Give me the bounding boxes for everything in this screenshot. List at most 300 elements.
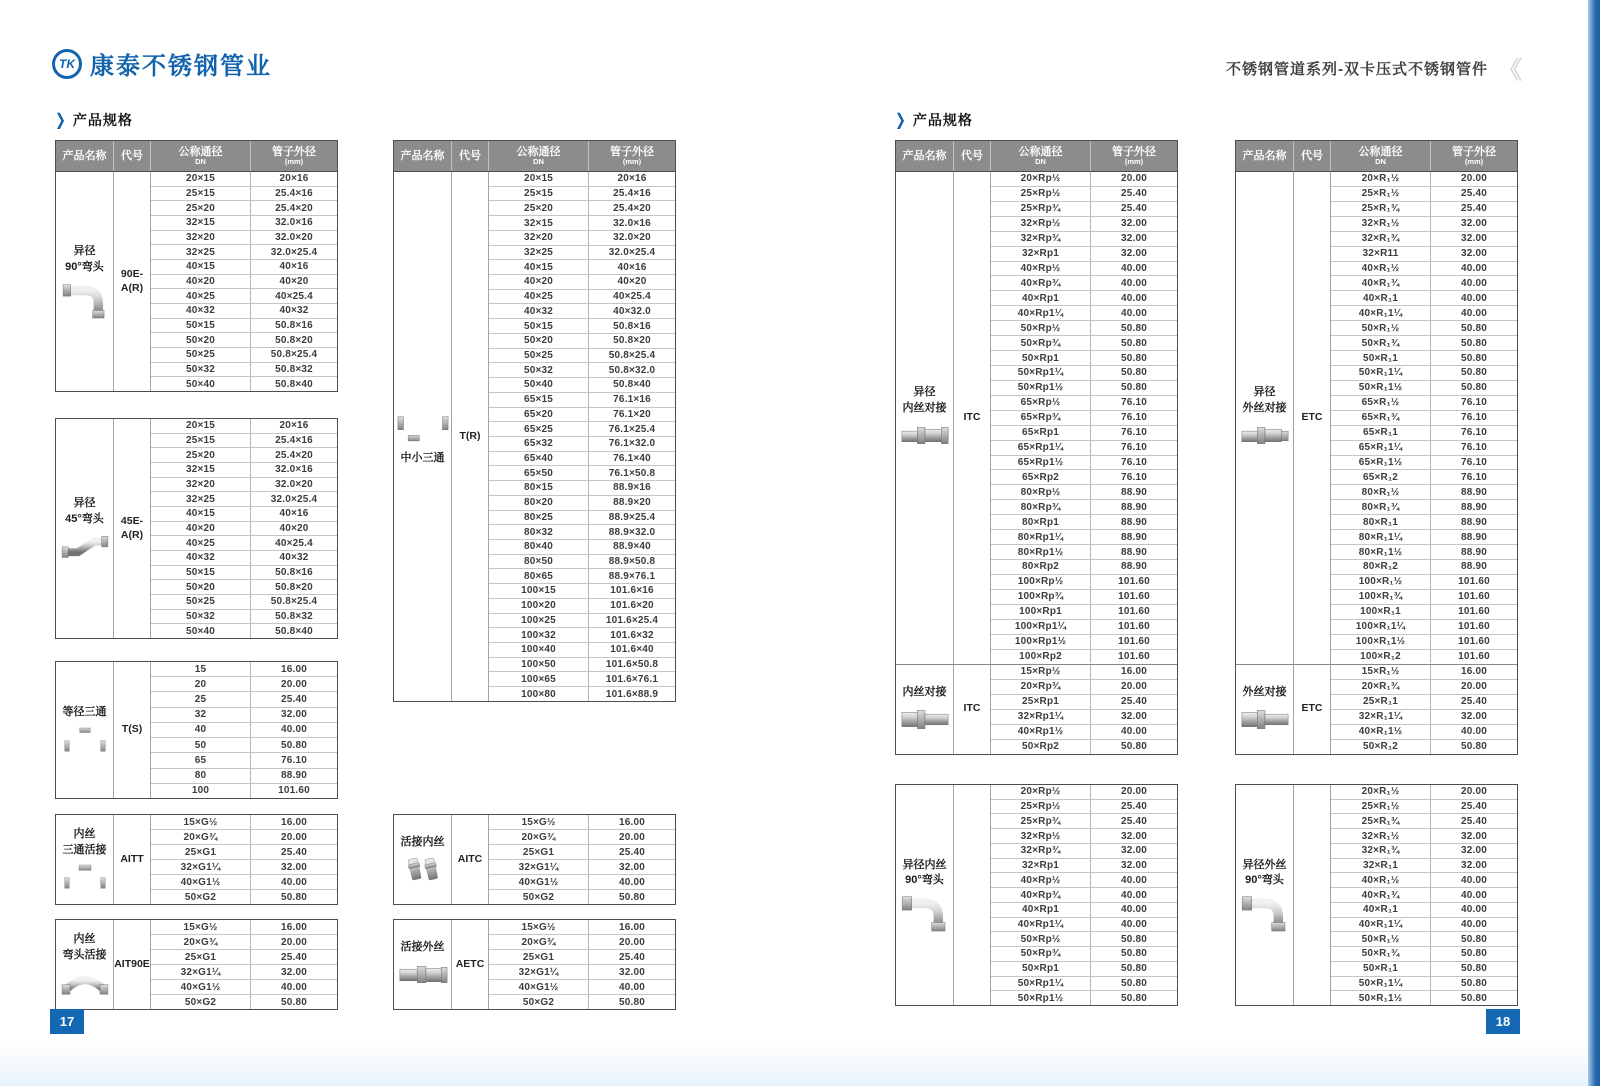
dn-cell: 50×R₁1: [1331, 962, 1431, 976]
dn-cell: 32×Rp½: [991, 217, 1091, 231]
product-name-cell: 内丝 三通活接: [56, 815, 114, 904]
od-cell: 20.00: [280, 831, 308, 843]
product-name-cell: 异径 内丝对接: [896, 172, 954, 664]
dn-cell: 32×Rp1: [991, 247, 1091, 261]
od-cell: 40.00: [280, 981, 308, 993]
od-cell: 50.8×40: [275, 625, 313, 637]
product-name-cell: 异径 90°弯头: [56, 172, 114, 391]
dn-cell: 50×G2: [489, 995, 589, 1009]
table-row: [1331, 247, 1517, 262]
table-row: [991, 575, 1177, 590]
table-row: [991, 620, 1177, 635]
dn-cell: 40×Rp½: [991, 262, 1091, 276]
od-cell: 40.00: [1460, 726, 1488, 738]
dn-cell: 100×Rp1: [991, 605, 1091, 619]
dn-cell: 50×G2: [151, 995, 251, 1009]
table-row: [489, 437, 675, 452]
table-row: [991, 977, 1177, 992]
table-row: [991, 932, 1177, 947]
table-row: [489, 216, 675, 231]
od-cell: 101.60: [1118, 650, 1150, 662]
page-title: 不锈钢管道系列-双卡压式不锈钢管件: [1226, 61, 1488, 78]
table-row: [991, 545, 1177, 560]
product-code-cell: AITC: [452, 815, 489, 904]
table-row: [151, 845, 337, 860]
dn-cell: 40×Rp1¼: [991, 306, 1091, 320]
dn-cell: 100×20: [489, 599, 589, 613]
table-row: [991, 351, 1177, 366]
od-cell: 101.60: [1458, 591, 1490, 603]
table-row: [151, 201, 337, 216]
od-cell: 50.80: [1460, 322, 1488, 334]
od-cell: 50.80: [1120, 322, 1148, 334]
product-name-cell: 异径 外丝对接: [1236, 172, 1294, 664]
col-header-product-name: 产品名称: [1236, 141, 1294, 171]
dn-cell: 40×15: [151, 507, 251, 521]
table-row: [151, 551, 337, 566]
od-cell: 25.4×20: [275, 202, 313, 214]
table-row: [489, 378, 675, 393]
col-header-product-name: 产品名称: [394, 141, 452, 171]
table-row: [151, 478, 337, 493]
table-row: [991, 605, 1177, 620]
od-cell: 50.80: [1120, 337, 1148, 349]
od-cell: 50.80: [1460, 337, 1488, 349]
dn-cell: 32×G1¼: [489, 860, 589, 874]
table-row: [991, 903, 1177, 918]
table-row: [151, 172, 337, 187]
dn-cell: 80×40: [489, 540, 589, 554]
dn-cell: 40×R₁½: [1331, 262, 1431, 276]
od-cell: 50.80: [1120, 933, 1148, 945]
dn-cell: 40×R₁1: [1331, 291, 1431, 305]
product-code-cell: ITC: [954, 665, 991, 754]
table-row: [151, 434, 337, 449]
od-cell: 76.10: [1120, 397, 1148, 409]
dn-cell: 25×20: [151, 448, 251, 462]
dn-cell: 50×Rp½: [991, 932, 1091, 946]
dn-cell: 80×R₁1¼: [1331, 530, 1431, 544]
od-cell: 101.6×88.9: [605, 688, 659, 700]
od-cell: 20.00: [1460, 786, 1488, 798]
dn-cell: 40×G1½: [489, 875, 589, 889]
table-row: [991, 991, 1177, 1005]
dn-cell: 65×20: [489, 408, 589, 422]
table-equal-tee: [55, 661, 338, 799]
od-cell: 20.00: [1120, 173, 1148, 185]
table-row: [991, 262, 1177, 277]
od-cell: 32.00: [1120, 845, 1148, 857]
od-cell: 76.1×40: [613, 453, 651, 465]
od-cell: 25.40: [1120, 801, 1148, 813]
od-cell: 88.90: [1460, 561, 1488, 573]
table-row: [151, 677, 337, 692]
section-reducing-male-adapter: [1236, 172, 1517, 664]
od-cell: 40.00: [1460, 874, 1488, 886]
dn-cell: 32×G1¼: [151, 965, 251, 979]
table-row: [1331, 291, 1517, 306]
table-row: [489, 525, 675, 540]
dn-cell: 50×32: [151, 610, 251, 624]
od-cell: 76.10: [1120, 456, 1148, 468]
dn-cell: 65×Rp2: [991, 470, 1091, 484]
spec-rows: [991, 172, 1177, 664]
od-cell: 88.90: [1120, 561, 1148, 573]
dn-cell: 50×R₁¾: [1331, 336, 1431, 350]
od-cell: 76.10: [1460, 412, 1488, 424]
dn-cell: 65×40: [489, 452, 589, 466]
section-male-adapter: [1236, 664, 1517, 754]
table-row: [1331, 859, 1517, 874]
product-name-cell: 内丝 弯头活接: [56, 920, 114, 1009]
table-row: [1331, 515, 1517, 530]
od-cell: 88.90: [1460, 531, 1488, 543]
table-female-tee-union: [55, 814, 338, 905]
od-cell: 50.8×20: [613, 335, 651, 347]
od-cell: 25.40: [1460, 801, 1488, 813]
dn-cell: 25×15: [489, 187, 589, 201]
dn-cell: 50×Rp1¼: [991, 977, 1091, 991]
table-row: [991, 680, 1177, 695]
table-row: [489, 452, 675, 467]
table-row: [1331, 217, 1517, 232]
od-cell: 25.40: [1120, 188, 1148, 200]
product-image-reducing-tee: [397, 407, 449, 447]
od-cell: 40.00: [1460, 889, 1488, 901]
od-cell: 50.80: [280, 891, 308, 903]
table-row: [151, 319, 337, 334]
table-row: [991, 635, 1177, 650]
dn-cell: 32×25: [489, 246, 589, 260]
brand-logo: [52, 46, 272, 81]
dn-cell: 65: [151, 753, 251, 767]
od-cell: 25.4×16: [275, 435, 313, 446]
od-cell: 101.60: [1118, 636, 1150, 648]
table-male-adapter-group: [1235, 140, 1518, 755]
table-row: [151, 419, 337, 434]
od-cell: 88.90: [280, 770, 308, 782]
od-cell: 50.80: [1460, 963, 1488, 975]
od-cell: 32.0×25.4: [270, 246, 318, 258]
table-row: [489, 965, 675, 980]
dn-cell: 50×Rp1½: [991, 991, 1091, 1005]
dn-cell: 40×32: [151, 304, 251, 318]
od-cell: 16.00: [1120, 666, 1148, 678]
od-cell: 88.9×40: [613, 541, 651, 553]
dn-cell: 15×G½: [151, 815, 251, 829]
dn-cell: 15: [151, 662, 251, 676]
table-female-elbow-union: [55, 919, 338, 1010]
table-header: [1236, 141, 1517, 172]
od-cell: 16.00: [280, 921, 308, 933]
col-header-code: 代号: [452, 141, 489, 171]
od-cell: 40.00: [280, 876, 308, 888]
table-row: [151, 333, 337, 348]
dn-cell: 80×50: [489, 555, 589, 569]
od-cell: 40.00: [1120, 277, 1148, 289]
od-cell: 101.6×20: [610, 600, 654, 612]
table-row: [151, 610, 337, 625]
dn-cell: 80×Rp¾: [991, 500, 1091, 514]
spec-rows: [151, 662, 337, 798]
dn-cell: 50×R₁¾: [1331, 947, 1431, 961]
dn-cell: 40×20: [489, 275, 589, 289]
dn-cell: 40×Rp1¼: [991, 918, 1091, 932]
od-cell: 40.00: [280, 724, 308, 736]
table-row: [991, 785, 1177, 800]
table-row: [151, 950, 337, 965]
dn-cell: 32×15: [151, 216, 251, 230]
dn-cell: 65×32: [489, 437, 589, 451]
od-cell: 50.8×16: [275, 567, 313, 579]
table-row: [991, 426, 1177, 441]
dn-cell: 80×Rp1¼: [991, 530, 1091, 544]
od-cell: 40.00: [1120, 292, 1148, 304]
od-cell: 25.40: [1120, 815, 1148, 827]
table-row: [151, 738, 337, 753]
dn-cell: 15×G½: [489, 815, 589, 829]
dn-cell: 25: [151, 692, 251, 706]
dn-cell: 15×G½: [151, 920, 251, 934]
table-row: [489, 860, 675, 875]
table-row: [1331, 500, 1517, 515]
table-row: [991, 306, 1177, 321]
od-cell: 20.00: [618, 936, 646, 948]
table-row: [151, 920, 337, 935]
table-row: [1331, 710, 1517, 725]
spec-rows: [489, 920, 675, 1009]
od-cell: 50.80: [1120, 977, 1148, 989]
dn-cell: 40×25: [151, 289, 251, 303]
table-row: [489, 496, 675, 511]
od-cell: 40.00: [1460, 277, 1488, 289]
od-cell: 16.00: [280, 816, 308, 828]
od-cell: 40×32.0: [613, 305, 651, 317]
table-row: [1331, 351, 1517, 366]
od-cell: 25.40: [1120, 203, 1148, 215]
od-cell: 40.00: [1120, 874, 1148, 886]
dn-cell: 50×Rp2: [991, 740, 1091, 754]
product-name-cell: 异径内丝 90°弯头: [896, 785, 954, 1005]
brand-name: 康泰不锈钢管业: [90, 53, 272, 80]
dn-cell: 40×20: [151, 522, 251, 536]
spec-rows: [489, 172, 675, 701]
od-cell: 16.00: [618, 816, 646, 828]
dn-cell: 80×15: [489, 481, 589, 495]
product-image-tee-union: [59, 862, 111, 892]
table-row: [151, 708, 337, 723]
dn-cell: 50×Rp1½: [991, 381, 1091, 395]
table-row: [991, 247, 1177, 262]
od-cell: 76.1×20: [613, 408, 651, 420]
section-female-adapter: [896, 664, 1177, 754]
product-image-reducing-coupling: [899, 420, 951, 450]
od-cell: 32.00: [1460, 233, 1488, 245]
dn-cell: 25×G1: [151, 950, 251, 964]
table-row: [489, 950, 675, 965]
od-cell: 50.80: [1120, 352, 1148, 364]
od-cell: 101.60: [1118, 621, 1150, 633]
od-cell: 50.80: [1460, 741, 1488, 753]
table-row: [489, 408, 675, 423]
dn-cell: 80×R₁1½: [1331, 545, 1431, 559]
product-code-cell: T(R): [452, 172, 489, 701]
od-cell: 50.80: [280, 739, 308, 751]
table-row: [991, 187, 1177, 202]
col-header-od: 管子外径 (mm): [1112, 145, 1156, 166]
od-cell: 25.40: [1120, 696, 1148, 708]
dn-cell: 50×G2: [489, 890, 589, 904]
dn-cell: 50×32: [151, 363, 251, 377]
od-cell: 50.8×40: [275, 378, 313, 390]
od-cell: 32.0×20: [275, 232, 313, 244]
od-cell: 32.00: [618, 861, 646, 873]
dn-cell: 25×R₁¾: [1331, 814, 1431, 828]
od-cell: 101.6×76.1: [605, 673, 659, 685]
table-row: [151, 289, 337, 304]
od-cell: 40×16: [279, 261, 309, 273]
table-row: [1331, 888, 1517, 903]
dn-cell: 32×15: [151, 463, 251, 477]
od-cell: 32.00: [1120, 218, 1148, 230]
od-cell: 32.00: [1120, 860, 1148, 872]
od-cell: 50.80: [1120, 382, 1148, 394]
table-row: [991, 962, 1177, 977]
od-cell: 76.10: [1460, 442, 1488, 454]
dn-cell: 80×Rp1: [991, 515, 1091, 529]
table-row: [1331, 187, 1517, 202]
table-row: [151, 860, 337, 875]
table-reducing-90-elbow: [55, 140, 338, 392]
table-row: [151, 348, 337, 363]
product-name-cell: 中小三通: [394, 172, 452, 701]
od-cell: 50.8×20: [275, 581, 313, 593]
table-row: [991, 873, 1177, 888]
table-row: [151, 935, 337, 950]
table-row: [489, 275, 675, 290]
dn-cell: 40×R₁1¼: [1331, 306, 1431, 320]
od-cell: 40×32: [279, 305, 309, 317]
product-image-threaded-elbow-90: [1239, 892, 1291, 932]
spec-rows: [151, 172, 337, 391]
od-cell: 88.90: [1120, 531, 1148, 543]
dn-cell: 40×Rp1: [991, 903, 1091, 917]
dn-cell: 20×R₁½: [1331, 785, 1431, 799]
dn-cell: 32×Rp½: [991, 829, 1091, 843]
od-cell: 32.0×25.4: [270, 493, 318, 505]
dn-cell: 40×R₁¾: [1331, 888, 1431, 902]
col-header-code: 代号: [114, 141, 151, 171]
od-cell: 40×20: [617, 276, 647, 288]
table-row: [151, 363, 337, 378]
spec-rows: [1331, 785, 1517, 1005]
table-row: [151, 231, 337, 246]
od-cell: 76.1×50.8: [608, 467, 656, 479]
spec-rows: [151, 815, 337, 904]
col-header-dn: 公称通径 DN: [991, 141, 1091, 171]
od-cell: 88.9×20: [613, 497, 651, 509]
od-cell: 50.80: [1460, 933, 1488, 945]
product-image-threaded-elbow-90: [899, 892, 951, 932]
od-cell: 88.90: [1460, 501, 1488, 513]
table-union-male: [393, 919, 676, 1010]
od-cell: 32.00: [1120, 830, 1148, 842]
od-cell: 25.40: [1460, 696, 1488, 708]
dn-cell: 25×R₁½: [1331, 800, 1431, 814]
bottom-gradient: [0, 1044, 1588, 1086]
table-row: [151, 216, 337, 231]
table-row: [489, 246, 675, 261]
od-cell: 32.00: [280, 709, 308, 721]
od-cell: 16.00: [618, 921, 646, 933]
dn-cell: 100×Rp1½: [991, 635, 1091, 649]
od-cell: 40×25.4: [613, 291, 651, 303]
table-row: [1331, 575, 1517, 590]
table-row: [991, 515, 1177, 530]
od-cell: 40.00: [1120, 726, 1148, 738]
table-row: [489, 995, 675, 1009]
dn-cell: 15×G½: [489, 920, 589, 934]
od-cell: 16.00: [280, 663, 308, 675]
table-header: [394, 141, 675, 172]
od-cell: 25.4×16: [275, 188, 313, 199]
od-cell: 88.9×50.8: [608, 556, 656, 568]
table-row: [489, 628, 675, 643]
table-row: [489, 481, 675, 496]
section-marker-icon: ❯: [895, 110, 907, 129]
table-row: [151, 784, 337, 798]
dn-cell: 80×25: [489, 511, 589, 525]
table-row: [151, 624, 337, 638]
dn-cell: 65×R₁¾: [1331, 411, 1431, 425]
table-row: [1331, 545, 1517, 560]
section-title-left: ❯ 产品规格: [55, 110, 133, 129]
od-cell: 101.6×40: [610, 644, 654, 656]
od-cell: 50.80: [1120, 948, 1148, 960]
dn-cell: 20×G¾: [151, 830, 251, 844]
table-row: [991, 695, 1177, 710]
product-image-tee: [59, 725, 111, 755]
dn-cell: 20×15: [489, 172, 589, 186]
od-cell: 25.4×20: [613, 202, 651, 214]
table-row: [489, 319, 675, 334]
od-cell: 88.9×32.0: [608, 526, 656, 538]
od-cell: 101.6×16: [610, 585, 654, 597]
page-number-right: 18: [1486, 1009, 1520, 1034]
od-cell: 50.8×25.4: [270, 596, 318, 608]
od-cell: 50.80: [280, 996, 308, 1008]
table-row: [1331, 321, 1517, 336]
od-cell: 32.00: [1460, 218, 1488, 230]
od-cell: 50.8×25.4: [608, 349, 656, 361]
table-reducing-tee: [393, 140, 676, 702]
dn-cell: 65×15: [489, 393, 589, 407]
od-cell: 40×25.4: [275, 290, 313, 302]
table-reducing-female-90-elbow: [895, 784, 1178, 1006]
table-row: [151, 753, 337, 768]
table-row: [489, 422, 675, 437]
product-code-cell: AETC: [452, 920, 489, 1009]
od-cell: 40.00: [1460, 904, 1488, 916]
product-code-cell: ITC: [954, 172, 991, 664]
od-cell: 88.90: [1120, 546, 1148, 558]
dn-cell: 50×G2: [151, 890, 251, 904]
od-cell: 20×16: [279, 173, 309, 185]
table-row: [1331, 590, 1517, 605]
table-row: [1331, 560, 1517, 575]
col-header-dn: 公称通径 DN: [489, 141, 589, 171]
product-name-cell: 外丝对接: [1236, 665, 1294, 754]
